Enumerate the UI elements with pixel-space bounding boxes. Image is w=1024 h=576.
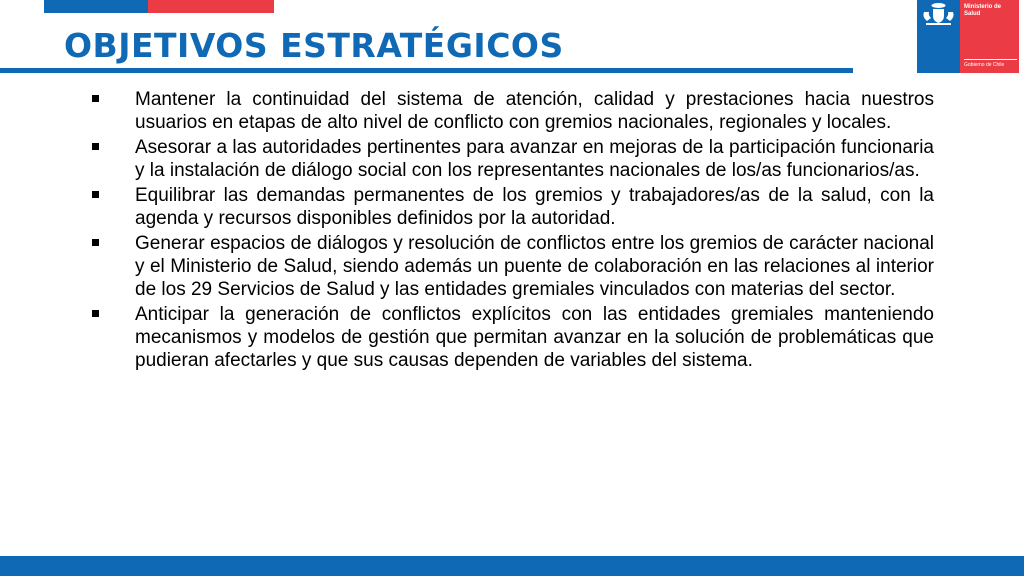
list-item: [92, 136, 934, 182]
logo-divider: [964, 59, 1017, 60]
coat-of-arms-icon: [920, 2, 957, 26]
objectives-list: [92, 88, 934, 374]
square-bullet-icon: [92, 239, 99, 246]
bullet-text: Equilibrar las demandas permanentes de los gremios y trabajadores/as de la salud, con la agenda y recursos disponibles definidos por la autoridad.: [135, 185, 934, 229]
list-item: [92, 88, 934, 134]
square-bullet-icon: [92, 95, 99, 102]
footer-bar: [0, 556, 1024, 576]
square-bullet-icon: [92, 191, 99, 198]
top-accent-red: [148, 0, 274, 13]
ministry-logo: [917, 0, 1019, 73]
list-item: [92, 184, 934, 230]
logo-government-label: Gobierno de Chile: [964, 62, 1005, 68]
title-underline: [0, 68, 853, 73]
logo-ministry-name: Ministerio de Salud: [964, 4, 1002, 17]
list-item: [92, 303, 934, 372]
slide-title: OBJETIVOS ESTRATÉGICOS: [64, 26, 564, 65]
logo-blue-panel: [917, 0, 960, 73]
bullet-text: Generar espacios de diálogos y resolución de conflictos entre los gremios de carácter nacional y el Ministerio de Salud, siendo además un puente de colaboración en las relaciones al interior de los 29 Servicios de Salud y las entidades gremiales vinculados con materias del sector.: [135, 233, 934, 300]
top-accent-blue: [44, 0, 148, 13]
square-bullet-icon: [92, 143, 99, 150]
bullet-text: Anticipar la generación de conflictos explícitos con las entidades gremiales manteniendo mecanismos y modelos de gestión que permitan avanzar en la solución de problemáticas que pudieran afectarles y que sus causas dependen de variables del sistema.: [135, 304, 934, 371]
bullet-text: Asesorar a las autoridades pertinentes para avanzar en mejoras de la participación funcionaria y la instalación de diálogo social con los representantes nacionales de los/as funcionarios/as.: [135, 137, 934, 181]
bullet-text: Mantener la continuidad del sistema de atención, calidad y prestaciones hacia nuestros usuarios en etapas de alto nivel de conflicto con gremios nacionales, regionales y locales.: [135, 89, 934, 133]
square-bullet-icon: [92, 310, 99, 317]
list-item: [92, 232, 934, 301]
